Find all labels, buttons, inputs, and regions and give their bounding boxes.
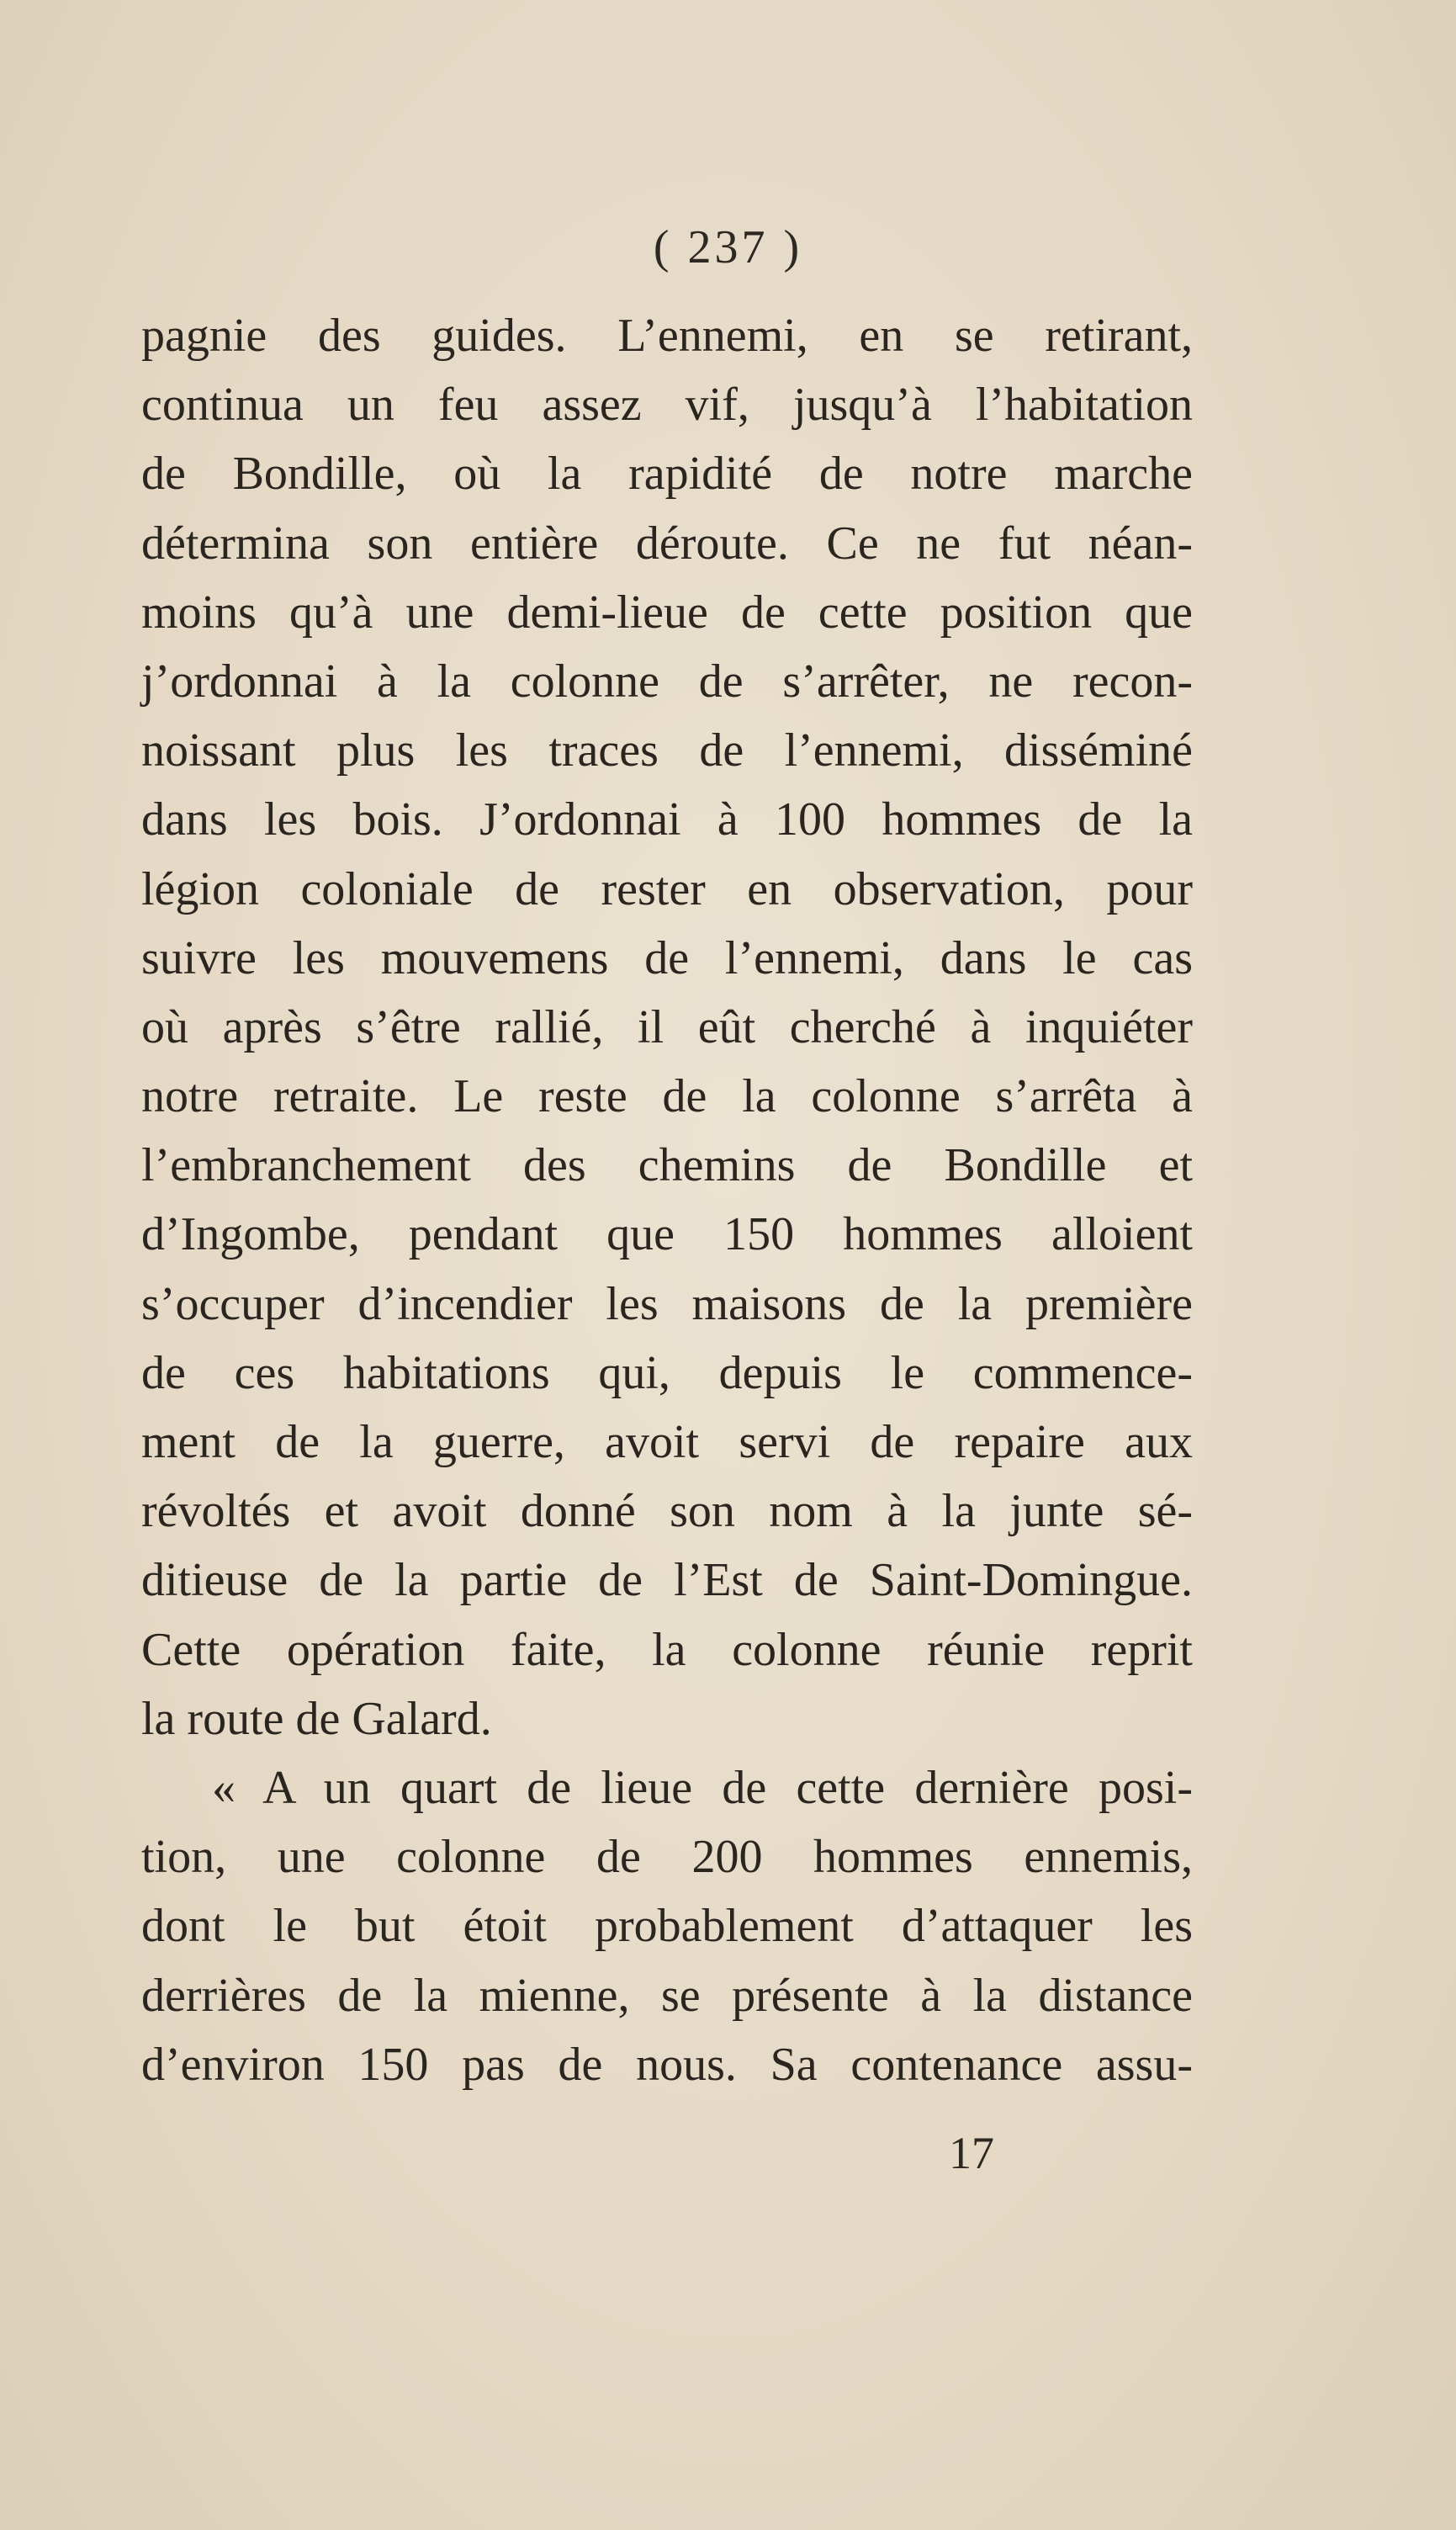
text-line: ment de la guerre, avoit servi de repaire aux xyxy=(141,1416,1193,1468)
text-line: d’Ingombe, pendant que 150 hommes alloient xyxy=(141,1208,1193,1261)
text-line: tion, une colonne de 200 hommes ennemis, xyxy=(141,1831,1193,1884)
text-line: pagnie des guides. L’ennemi, en se retirant, xyxy=(141,310,1193,362)
text-line: d’environ 150 pas de nous. Sa contenance assu- xyxy=(141,2038,1193,2091)
text-line: suivre les mouvemens de l’ennemi, dans le cas xyxy=(141,931,1193,984)
text-line: légion coloniale de rester en observation, pour xyxy=(141,862,1193,915)
text-line: Cette opération faite, la colonne réunie reprit xyxy=(141,1623,1193,1676)
text-line: s’occuper d’incendier les maisons de la première xyxy=(141,1277,1193,1330)
text-line: dont le but étoit probablement d’attaquer les xyxy=(141,1900,1193,1953)
text-line: continua un feu assez vif, jusqu’à l’habitation xyxy=(141,379,1193,432)
text-line: notre retraite. Le reste de la colonne s’arrêta à xyxy=(141,1070,1193,1123)
text-line: révoltés et avoit donné son nom à la junte sé- xyxy=(141,1485,1193,1538)
text-line: où après s’être rallié, il eût cherché à inquiéter xyxy=(141,1000,1193,1053)
text-line: noissant plus les traces de l’ennemi, disséminé xyxy=(141,724,1193,777)
text-line: ditieuse de la partie de l’Est de Saint-Domingue. xyxy=(141,1554,1193,1607)
text-line: de Bondille, où la rapidité de notre marche xyxy=(141,448,1193,501)
text-line: la route de Galard. xyxy=(141,1692,492,1745)
body-text xyxy=(141,301,1193,2099)
text-line: j’ordonnai à la colonne de s’arrêter, ne recon- xyxy=(141,655,1193,708)
text-line: « A un quart de lieue de cette dernière posi- xyxy=(212,1761,1193,1814)
text-line: moins qu’à une demi-lieue de cette position que xyxy=(141,586,1193,639)
page-number-header: ( 237 ) xyxy=(653,221,803,273)
signature-mark: 17 xyxy=(949,2128,994,2178)
text-line: de ces habitations qui, depuis le commence- xyxy=(141,1346,1193,1399)
text-line: dans les bois. J’ordonnai à 100 hommes de la xyxy=(141,793,1193,846)
text-line: derrières de la mienne, se présente à la distance xyxy=(141,1969,1193,2022)
text-line: l’embranchement des chemins de Bondille et xyxy=(141,1139,1193,1192)
text-line: détermina son entière déroute. Ce ne fut néan- xyxy=(141,517,1193,570)
